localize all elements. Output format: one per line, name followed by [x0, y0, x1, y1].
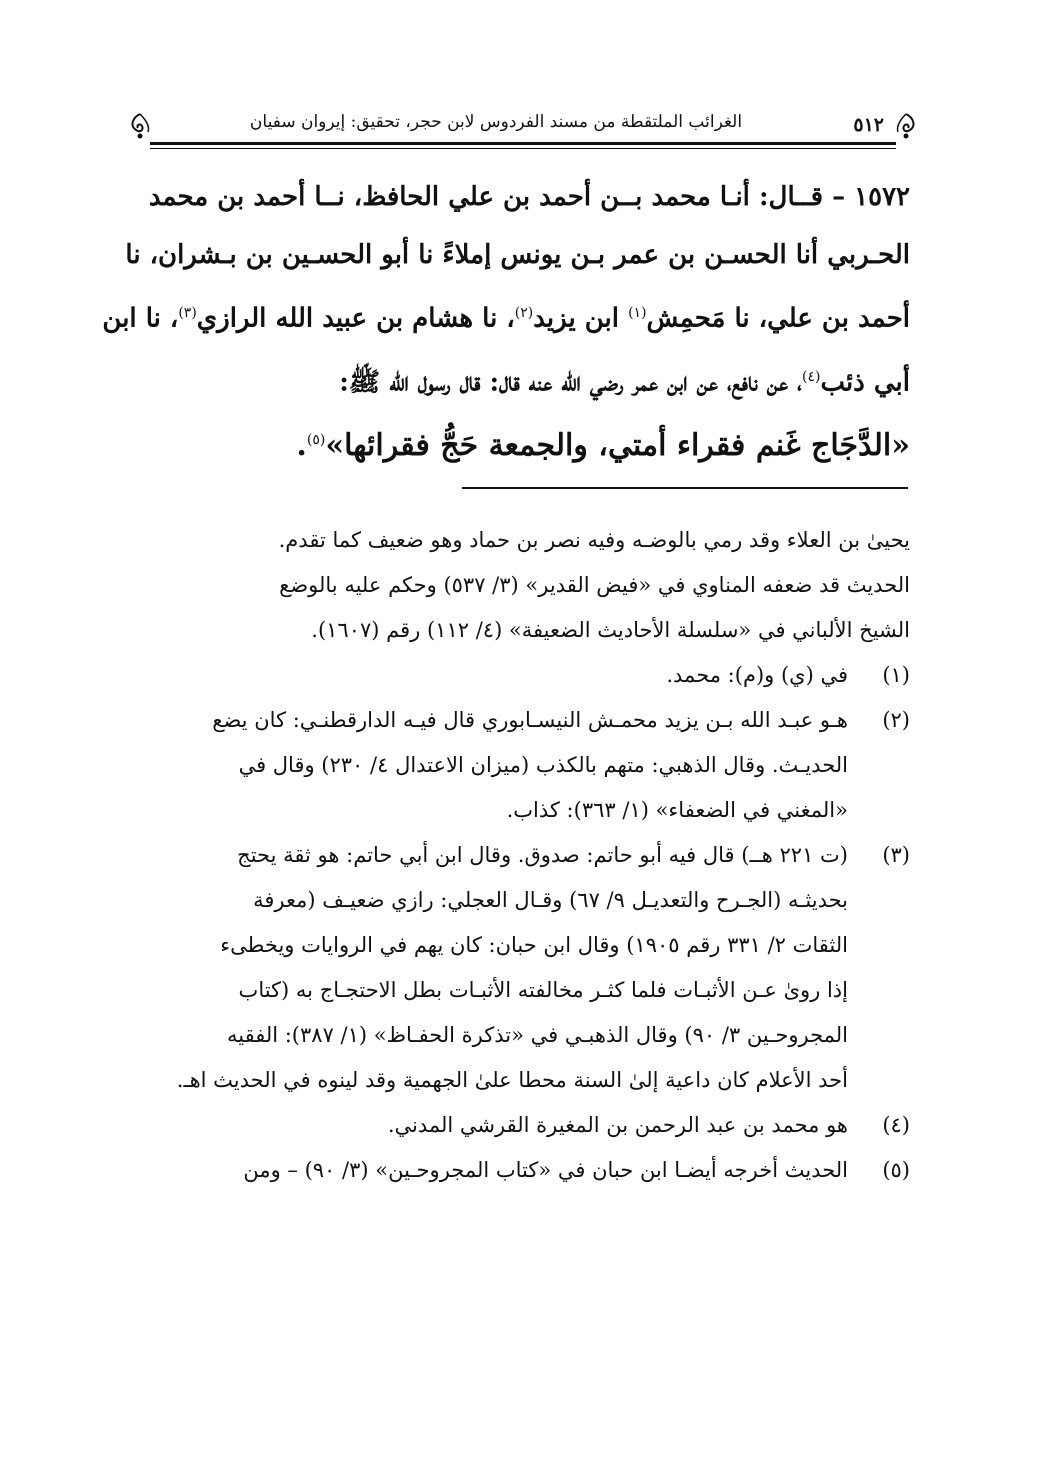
footnote-ref: (١)	[628, 305, 647, 321]
header-rule	[150, 142, 896, 145]
note-line: الشيخ الألباني في «سلسلة الأحاديث الضعيفة» (٤/ ١١٢) رقم (١٦٠٧).	[311, 618, 910, 642]
footnote-1	[130, 653, 910, 698]
footnote-ref: (٣)	[178, 305, 197, 321]
note-line: الحديث قد ضعفه المناوي في «فيض القدير» (٣/ ٥٣٧) وحكم عليه بالوضع	[279, 573, 910, 597]
note-line: إذا روىٰ عـن الأثبـات فلما كثـر مخالفته الأثبـات بطل الاحتجـاج به (كتاب	[238, 978, 848, 1002]
footnote-2	[130, 698, 910, 833]
ornament-right-icon	[894, 112, 918, 140]
note-line: الثقات ٢/ ٣٣١ رقم ١٩٠٥) وقال ابن حبان: كان يهم في الروايات ويخطىء	[220, 933, 848, 957]
footnote-ref: (٥)	[306, 432, 326, 449]
hadith-text	[102, 168, 910, 475]
footnote-number: (٣)	[882, 843, 910, 867]
text-line: ١٥٧٢ – قــال: أنـا محمد بــن أحمد بن علي الحافظ، نــا أحمد بن محمد	[148, 182, 910, 212]
note-line: «المغني في الضعفاء» (١/ ٣٦٣): كذاب.	[506, 798, 848, 822]
note-line: أحد الأعلام كان داعية إلىٰ السنة محطا علىٰ الجهمية وقد لينوه في الحديث اهـ.	[176, 1068, 848, 1092]
page-number: ٥١٢	[853, 114, 884, 136]
footnote-4	[130, 1103, 910, 1148]
note-line: يحيىٰ بن العلاء وقد رمي بالوضـه وفيه نصر بن حماد وهو ضعيف كما تقدم.	[278, 528, 910, 552]
hadith-quote: «الدَّجَاج غَنم فقراء أمتي، والجمعة حَجُّ فقرائها»$^{(٥)}$.	[296, 428, 910, 464]
note-line: (ت ٢٢١ هــ) قال فيه أبو حاتم: صدوق. وقال ابن أبي حاتم: هو ثقة يحتج	[237, 843, 848, 867]
footnote-number: (٥)	[882, 1158, 910, 1182]
ornament-left-icon	[128, 112, 152, 140]
text-line: أحمد بن علي، نا مَحمِش$^{(١)}$ ابن يزيد$^{(٢)}$، نا هشام بن عبيد الله الرازي$^{(٣)}$، نا ابن	[102, 303, 910, 334]
running-title: الغرائب الملتقطة من مسند الفردوس لابن حجر، تحقيق: إيروان سفيان	[249, 112, 743, 132]
note-line: المجروحـين ٣/ ٩٠) وقال الذهبـي في «تذكرة الحفـاظ» (١/ ٣٨٧): الفقيه	[226, 1023, 848, 1047]
footnote-ref: (٢)	[514, 305, 534, 321]
footnote-5	[130, 1148, 910, 1193]
page-header	[128, 108, 918, 154]
note-line: هو محمد بن عبد الرحمن بن المغيرة القرشي المدني.	[387, 1113, 848, 1137]
text-line: الحـربي أنا الحسـن بن عمر بـن يونس إملاءً نا أبو الحسـين بن بـشران، نا	[125, 240, 910, 270]
note-line: الحديث أخرجه أيضـا ابن حبان في «كتاب المجروحـين» (٣/ ٩٠) – ومن	[243, 1158, 848, 1182]
note-line: الحديـث. وقال الذهبي: متهم بالكذب (ميزان الاعتدال ٤/ ٢٣٠) وقال في	[238, 753, 848, 777]
note-line: هـو عبـد الله بـن يزيد محمـش النيسـابوري قال فيـه الدارقطنـي: كان يضع	[212, 708, 848, 732]
header-rule-thin	[150, 148, 896, 149]
note-line: في (ي) و(م): محمد.	[666, 663, 848, 687]
text-line: أبي ذئب$^{(٤)}$، عن نافع، عن ابن عمر رضي الله عنه قال: قال رسول الله ﷺ:	[339, 367, 910, 398]
footnote-number: (٢)	[882, 708, 910, 732]
footnote-separator	[462, 487, 908, 489]
footnote-number: (١)	[882, 663, 910, 687]
footnote-number: (٤)	[882, 1113, 910, 1137]
note-line: بحديثـه (الجـرح والتعديـل ٩/ ٦٧) وقـال العجلي: رازي ضعيـف (معرفة	[253, 888, 848, 912]
footnotes	[130, 518, 910, 1193]
footnote-ref: (٤)	[802, 368, 821, 385]
footnote-3	[130, 833, 910, 1103]
